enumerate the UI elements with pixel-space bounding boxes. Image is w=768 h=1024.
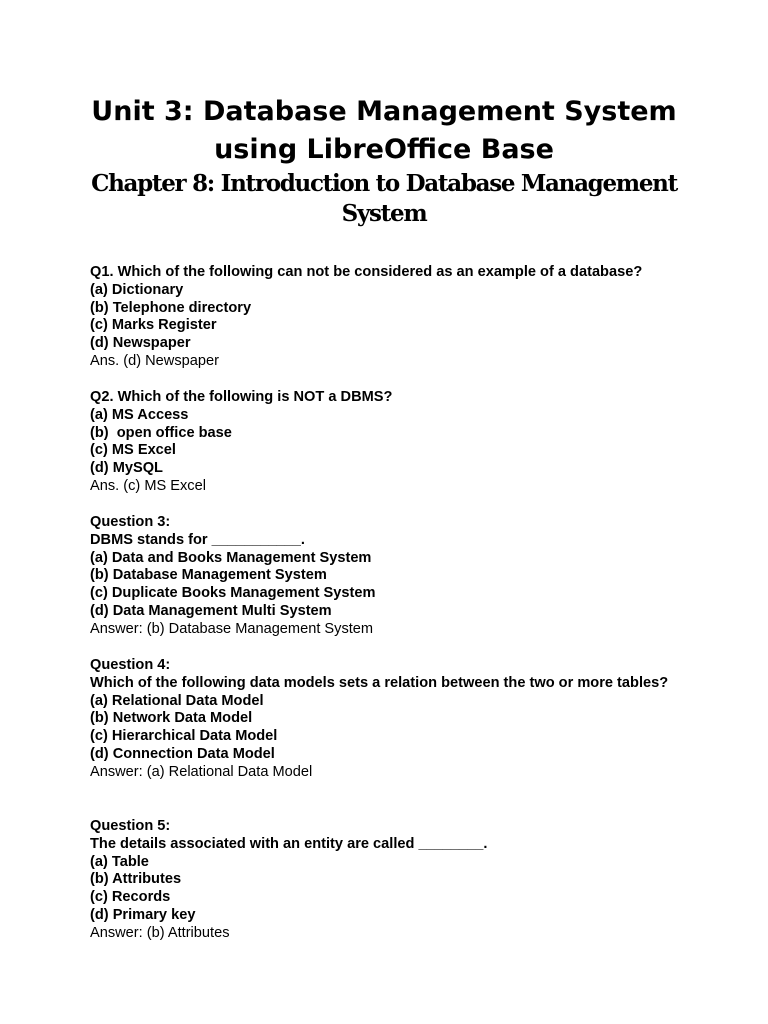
- option-a: (a) Relational Data Model: [90, 692, 264, 709]
- option-c: (c) MS Excel: [90, 442, 176, 459]
- question-heading: Question 5:: [90, 818, 171, 834]
- option-d: (d) Newspaper: [90, 335, 191, 352]
- chapter-title-line-2: System: [341, 200, 427, 227]
- question-heading: Question 4:: [90, 657, 171, 673]
- question-4: [90, 657, 690, 782]
- answer: Answer: (a) Relational Data Model: [90, 763, 313, 780]
- option-b: (b) Database Management System: [90, 567, 327, 584]
- answer: Answer: (b) Attributes: [90, 924, 230, 941]
- option-d: (d) MySQL: [90, 460, 163, 477]
- question-3: [90, 514, 690, 639]
- option-d: (d) Data Management Multi System: [90, 602, 332, 619]
- option-c: (c) Marks Register: [90, 317, 217, 334]
- chapter-title-line-1: Chapter 8: Introduction to Database Management: [91, 170, 677, 197]
- option-c: (c) Records: [90, 889, 171, 906]
- option-b: (b) Telephone directory: [90, 299, 252, 316]
- question-heading: Q1. Which of the following can not be considered as an example of a database?: [90, 264, 643, 280]
- option-c: (c) Hierarchical Data Model: [90, 728, 278, 745]
- option-c: (c) Duplicate Books Management System: [90, 585, 376, 602]
- question-heading: Question 3:: [90, 514, 171, 530]
- question-5: [90, 818, 690, 943]
- answer: Answer: (b) Database Management System: [90, 620, 374, 637]
- unit-title-line-2: using LibreOffice Base: [214, 134, 554, 165]
- question-2: [90, 389, 690, 496]
- option-d: (d) Connection Data Model: [90, 745, 275, 762]
- question-prompt: The details associated with an entity are called ________.: [90, 835, 488, 852]
- option-a: (a) MS Access: [90, 406, 189, 423]
- option-d: (d) Primary key: [90, 906, 196, 923]
- option-a: (a) Data and Books Management System: [90, 549, 372, 566]
- option-b: (b) Attributes: [90, 871, 182, 888]
- question-heading: Q2. Which of the following is NOT a DBMS?: [90, 389, 393, 405]
- option-a: (a) Dictionary: [90, 281, 184, 298]
- option-a: (a) Table: [90, 853, 149, 870]
- answer: Ans. (d) Newspaper: [90, 352, 219, 369]
- question-prompt: Which of the following data models sets a relation between the two or more tables?: [90, 674, 669, 691]
- unit-title-line-1: Unit 3: Database Management System: [91, 96, 677, 127]
- option-b: (b) Network Data Model: [90, 710, 253, 727]
- question-prompt: DBMS stands for ___________.: [90, 531, 305, 548]
- question-1: [90, 264, 690, 371]
- answer: Ans. (c) MS Excel: [90, 477, 206, 494]
- option-b: (b) open office base: [90, 424, 232, 441]
